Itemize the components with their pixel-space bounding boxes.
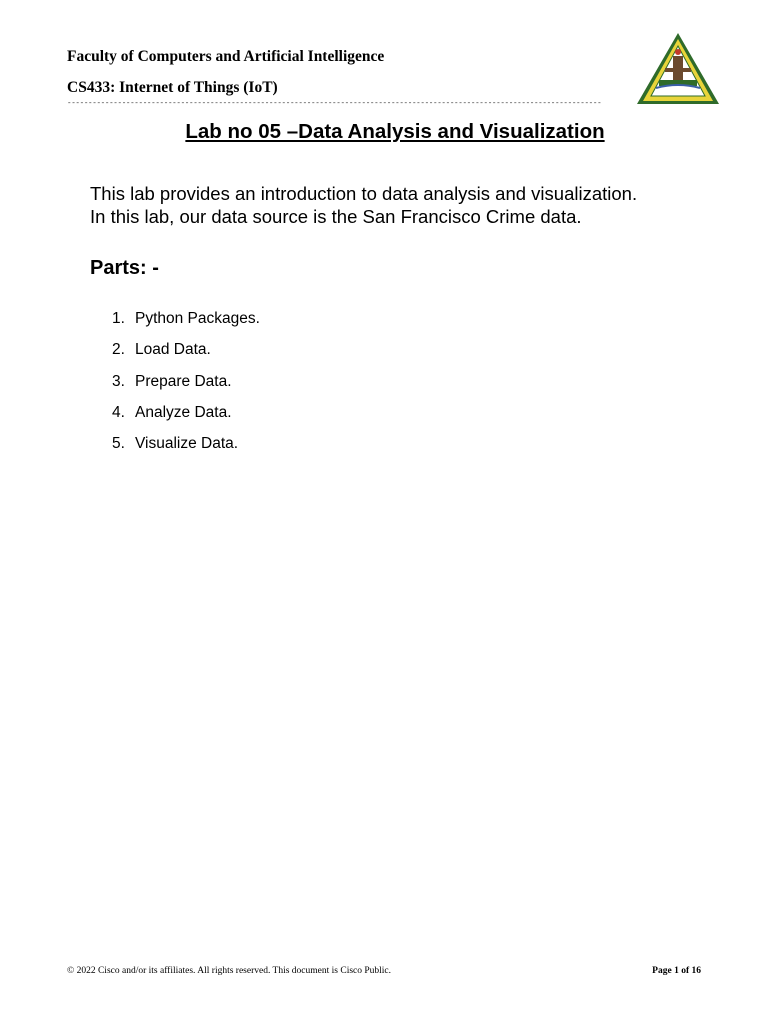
list-item bbox=[112, 341, 260, 372]
parts-list bbox=[112, 310, 260, 466]
item-number: 5. bbox=[112, 435, 125, 453]
item-number: 4. bbox=[112, 403, 125, 421]
intro-line: In this lab, our data source is the San Francisco Crime data. bbox=[90, 206, 582, 227]
intro-paragraph bbox=[90, 182, 710, 228]
university-logo bbox=[634, 30, 722, 108]
item-label: Python Packages. bbox=[135, 310, 260, 327]
list-item bbox=[112, 404, 260, 435]
item-label: Analyze Data. bbox=[135, 403, 232, 421]
header-divider: ------------------------------------------------------------------------------------------------------------------------------- bbox=[67, 100, 602, 108]
intro-line: This lab provides an introduction to data analysis and visualization. bbox=[90, 183, 638, 204]
item-label: Load Data. bbox=[135, 341, 211, 359]
footer-page-number bbox=[652, 966, 701, 976]
item-number: 1. bbox=[112, 310, 125, 327]
item-label: Prepare Data. bbox=[135, 372, 232, 390]
item-number: 2. bbox=[112, 341, 125, 359]
course-name: CS433: Internet of Things (IoT) bbox=[67, 79, 278, 96]
page-total: 16 bbox=[691, 966, 701, 976]
list-item bbox=[112, 373, 260, 404]
list-item bbox=[112, 435, 260, 466]
item-number: 3. bbox=[112, 372, 125, 390]
footer-copyright: © 2022 Cisco and/or its affiliates. All rights reserved. This document is Cisco Public. bbox=[67, 966, 392, 976]
page-title: Lab no 05 –Data Analysis and Visualization bbox=[185, 120, 605, 143]
page-current: 1 bbox=[674, 966, 679, 976]
parts-heading: Parts: - bbox=[90, 257, 159, 279]
page-prefix: Page bbox=[652, 966, 672, 976]
item-label: Visualize Data. bbox=[135, 435, 239, 453]
faculty-name: Faculty of Computers and Artificial Intelligence bbox=[67, 48, 385, 65]
page-of: of bbox=[681, 966, 690, 976]
list-item bbox=[112, 310, 260, 341]
